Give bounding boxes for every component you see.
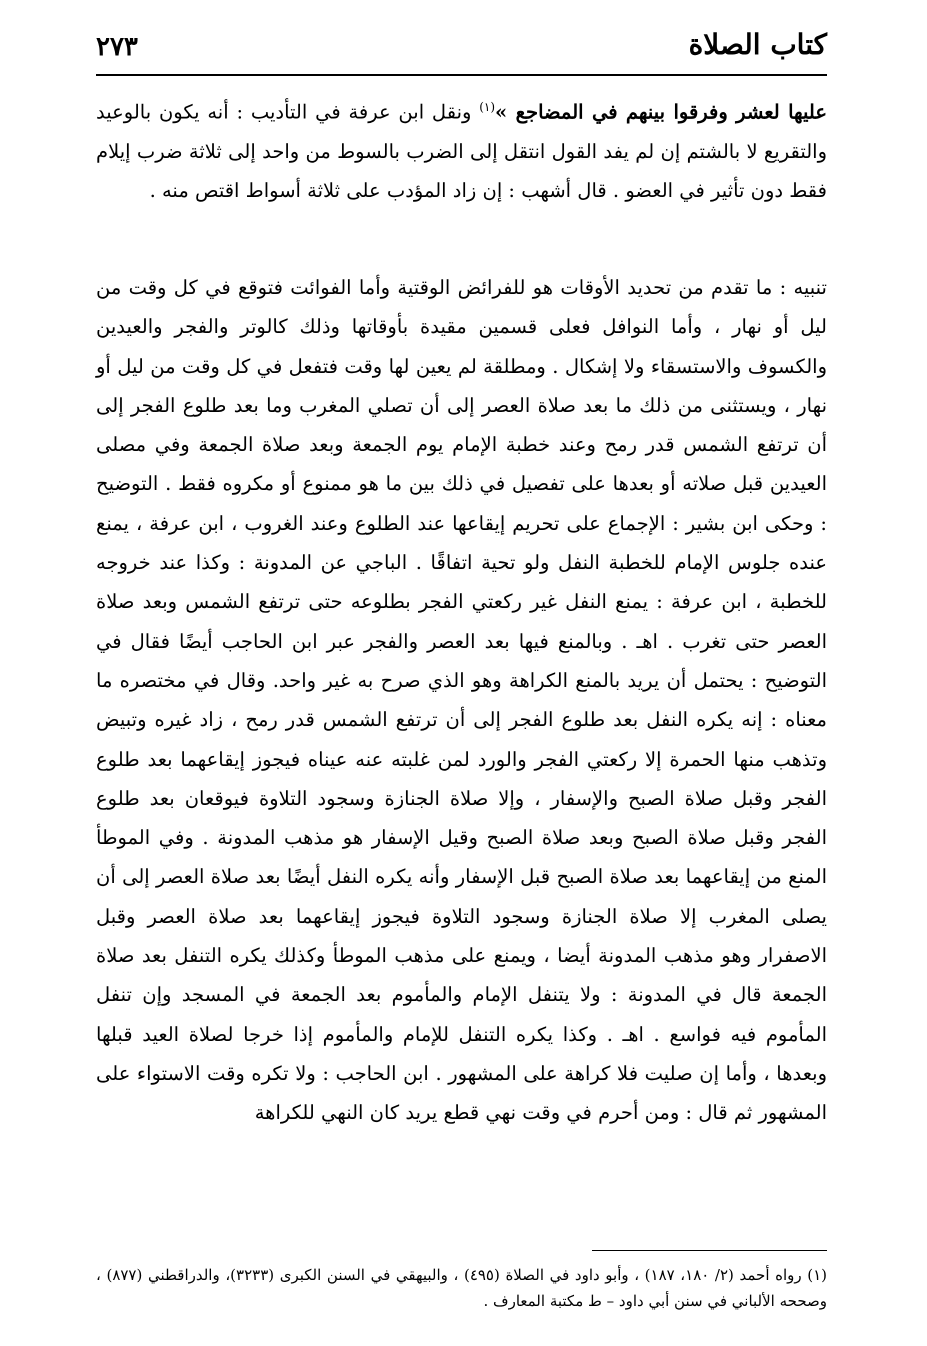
footnote-marker: (١) xyxy=(479,100,496,114)
paragraph-2 xyxy=(96,268,827,1133)
footnote-divider xyxy=(592,1250,827,1251)
paragraph-1-text: ونقل ابن عرفة في التأديب : أنه يكون بالوعيد والتقريع لا بالشتم إن لم يفد القول انتقل إلى الضرب بالسوط من واحد إلى ثلاثة ضرب إيلام فقط دون تأثير في العضو . قال أشهب : إن زاد المؤدب على ثلاثة أسواط اقتص منه . xyxy=(96,100,827,203)
footnote-text: (١) رواه أحمد (٢/ ١٨٠، ١٨٧) ، وأبو داود في الصلاة (٤٩٥) ، والبيهقي في السنن الكبرى (٣٢٣٣)، والدراقطني (٨٧٧) ، وصححه الألباني في سنن أبي داود – ط مكتبة المعارف . xyxy=(96,1266,827,1310)
page-number: ٢٧٣ xyxy=(96,32,138,62)
footnote xyxy=(96,1262,827,1314)
paragraph-2-text: تنبيه : ما تقدم من تحديد الأوقات هو للفرائض الوقتية وأما الفوائت فتوقع في كل وقت من ليل أو نهار ، وأما النوافل فعلى قسمين مقيدة بأوقاتها وذلك كالوتر والفجر والعيدين والكسوف والاستسقاء ولا إشكال . ومطلقة لم يعين لها وقت فتفعل في كل وقت من ليل أو نهار ، ويستثنى من ذلك ما بعد صلاة العصر إلى أن تصلي المغرب وما بعد طلوع الفجر إلى أن ترتفع الشمس قدر رمح وعند خطبة الإمام يوم الجمعة وبعد صلاة الجمعة وفي مصلى العيدين قبل صلاته أو بعدها على تفصيل في ذلك بين ما هو ممنوع أو مكروه فقط . التوضيح : وحكى ابن بشير : الإجماع على تحريم إيقاعها عند الطلوع وعند الغروب ، ابن عرفة ، يمنع عنده جلوس الإمام للخطبة النفل ولو تحية اتفاقًا . الباجي عن المدونة : وكذا عند خروجه للخطبة ، ابن عرفة : يمنع النفل غير ركعتي الفجر بطلوعه حتى ترتفع الشمس وبعد صلاة العصر حتى تغرب . اهـ . وبالمنع فيها بعد العصر والفجر عبر ابن الحاجب أيضًا فقال في التوضيح : يحتمل أن يريد بالمنع الكراهة وهو الذي صرح به غير واحد. وقال في مختصره ما معناه : إنه يكره النفل بعد طلوع الفجر إلى أن ترتفع الشمس قدر رمح ، زاد غيره وتبيض وتذهب منها الحمرة إلا ركعتي الفجر والورد لمن غلبته عنه عيناه فيجوز إيقاعهما بعد طلوع الفجر وقبل صلاة الصبح والإسفار ، وإلا صلاة الجنازة وسجود التلاوة فيوقعان بعد طلوع الفجر وقبل صلاة الصبح وبعد صلاة الصبح وقيل الإسفار هو مذهب المدونة . وفي الموطأ المنع من إيقاعهما بعد صلاة الصبح قبل الإسفار وأنه يكره النفل أيضًا بعد صلاة العصر إلى أن يصلى المغرب إلا صلاة الجنازة وسجود التلاوة فيجوز إيقاعهما بعد صلاة العصر وقبل الاصفرار وهو مذهب المدونة أيضا ، ويمنع على مذهب الموطأ وكذلك يكره التنفل بعد صلاة الجمعة قال في المدونة : ولا يتنفل الإمام والمأموم بعد الجمعة في المسجد وإن تنفل المأموم فيه فواسع . اهـ . وكذا يكره التنفل للإمام والمأموم إذا خرجا لصلاة العيد قبلها وبعدها ، وأما إن صليت فلا كراهة على المشهور . ابن الحاجب : ولا تكره وقت الاستواء على المشهور ثم قال : ومن أحرم في وقت نهي قطع يريد كان النهي للكراهة xyxy=(96,276,827,1125)
header-divider xyxy=(96,74,827,76)
paragraph-1 xyxy=(96,88,827,210)
hadith-quote: عليها لعشر وفرقوا بينهم في المضاجع » xyxy=(495,100,827,124)
book-title: كتاب الصلاة xyxy=(688,28,827,61)
page-header xyxy=(96,28,827,68)
